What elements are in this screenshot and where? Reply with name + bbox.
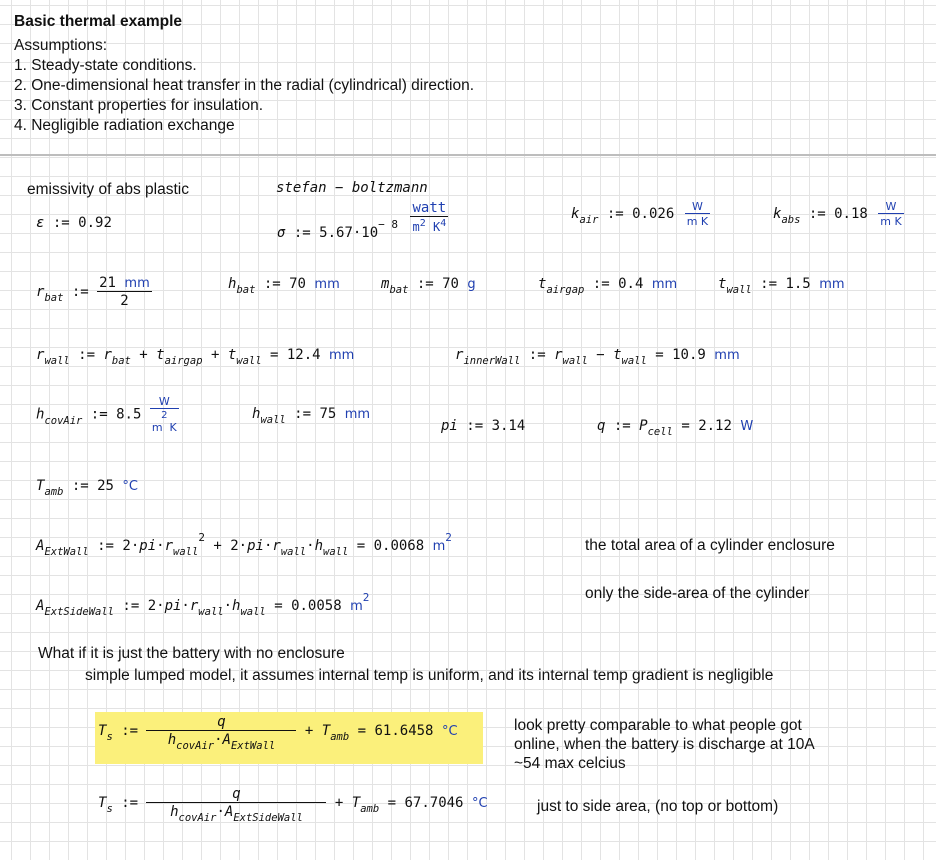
r-innerwall-definition[interactable]: $r_{innerWall}$ := $r_{wall} - t_{wall} = 10.9$ mm: [455, 347, 740, 367]
what-if-heading: What if it is just the battery with no enclosure: [38, 645, 345, 662]
assumption-1: 1. Steady-state conditions.: [14, 57, 197, 74]
m-bat-definition[interactable]: $m_{bat}$ := 70 g: [381, 276, 476, 296]
sigma-definition[interactable]: σ := $5.67\cdot 10_{- 8}$ $\frac{\text{watt}}{m^2 K^4}$: [277, 200, 447, 241]
assumption-4: 4. Negligible radiation exchange: [14, 117, 235, 134]
lumped-model-note: simple lumped model, it assumes internal temp is uniform, and its internal temp gradient is negligible: [85, 667, 774, 684]
stefan-boltzmann-label: stefan − boltzmann: [276, 180, 428, 196]
assumption-2: 2. One-dimensional heat transfer in the radial (cylindrical) direction.: [14, 77, 475, 94]
h-wall-definition[interactable]: $h_{wall}$ := 75 mm: [252, 406, 371, 426]
r-bat-definition[interactable]: $r_{bat}$ := $\frac{21 mm}{2}$: [36, 275, 150, 309]
page-title: Basic thermal example: [14, 13, 183, 30]
r-wall-definition[interactable]: $r_{wall}$ := $r_{bat} + t_{airgap} + t_{wall} = 12.4$ mm: [36, 347, 355, 367]
assumption-3: 3. Constant properties for insulation.: [14, 97, 263, 114]
emissivity-label: emissivity of abs plastic: [27, 181, 189, 198]
ts-side-area-formula[interactable]: $T_s$ := $\frac{q}{h_{covAir}\cdot A_{ExtSideWall}}$ + $T_{amb} = 67.7046$ °C: [98, 786, 488, 824]
ts-total-area-formula[interactable]: $T_s$ := $\frac{q}{h_{covAir}\cdot A_{ExtWall}}$ + $T_{amb} = 61.6458$ °C: [98, 714, 458, 752]
region-separator: [0, 154, 936, 156]
t-airgap-definition[interactable]: $t_{airgap}$ := 0.4 mm: [538, 276, 678, 296]
ts-side-comment: just to side area, (no top or bottom): [537, 798, 779, 815]
pi-definition[interactable]: pi := 3.14: [441, 418, 526, 434]
h-covair-definition[interactable]: $h_{covAir}$ := 8.5 W 2 m K: [36, 395, 177, 434]
ts-comparison-comment: look pretty comparable to what people got online, when the battery is discharge at 10A ~54 max celcius: [514, 717, 815, 772]
t-amb-definition[interactable]: $T_{amb}$ := 25 °C: [36, 478, 138, 498]
epsilon-definition[interactable]: ε := 0.92: [36, 215, 112, 231]
k-air-definition[interactable]: $k_{air}$ := 0.026 $\frac{W}{\text{m K}}$: [571, 200, 709, 228]
k-abs-definition[interactable]: $k_{abs}$ := 0.18 $\frac{W}{\text{m K}}$: [773, 200, 902, 228]
h-bat-definition[interactable]: $h_{bat}$ := 70 mm: [228, 276, 340, 296]
a-extsidewall-definition[interactable]: $A_{ExtSideWall}$ := $2\cdot pi\cdot r_{wall}\cdot h_{wall} = 0.0058$ $m^2$: [36, 591, 370, 618]
a-extwall-definition[interactable]: $A_{ExtWall}$ := $2\cdot pi\cdot r_{wall}^2 + 2\cdot pi\cdot r_{wall}\cdot h_{wall} = 0.0068$ $m^2$: [36, 531, 452, 558]
q-definition[interactable]: q := $P_{cell} = 2.12$ W: [597, 418, 754, 438]
t-wall-definition[interactable]: $t_{wall}$ := 1.5 mm: [718, 276, 845, 296]
side-area-comment: only the side-area of the cylinder: [585, 585, 810, 602]
total-area-comment: the total area of a cylinder enclosure: [585, 537, 835, 554]
assumptions-label: Assumptions:: [14, 37, 108, 54]
